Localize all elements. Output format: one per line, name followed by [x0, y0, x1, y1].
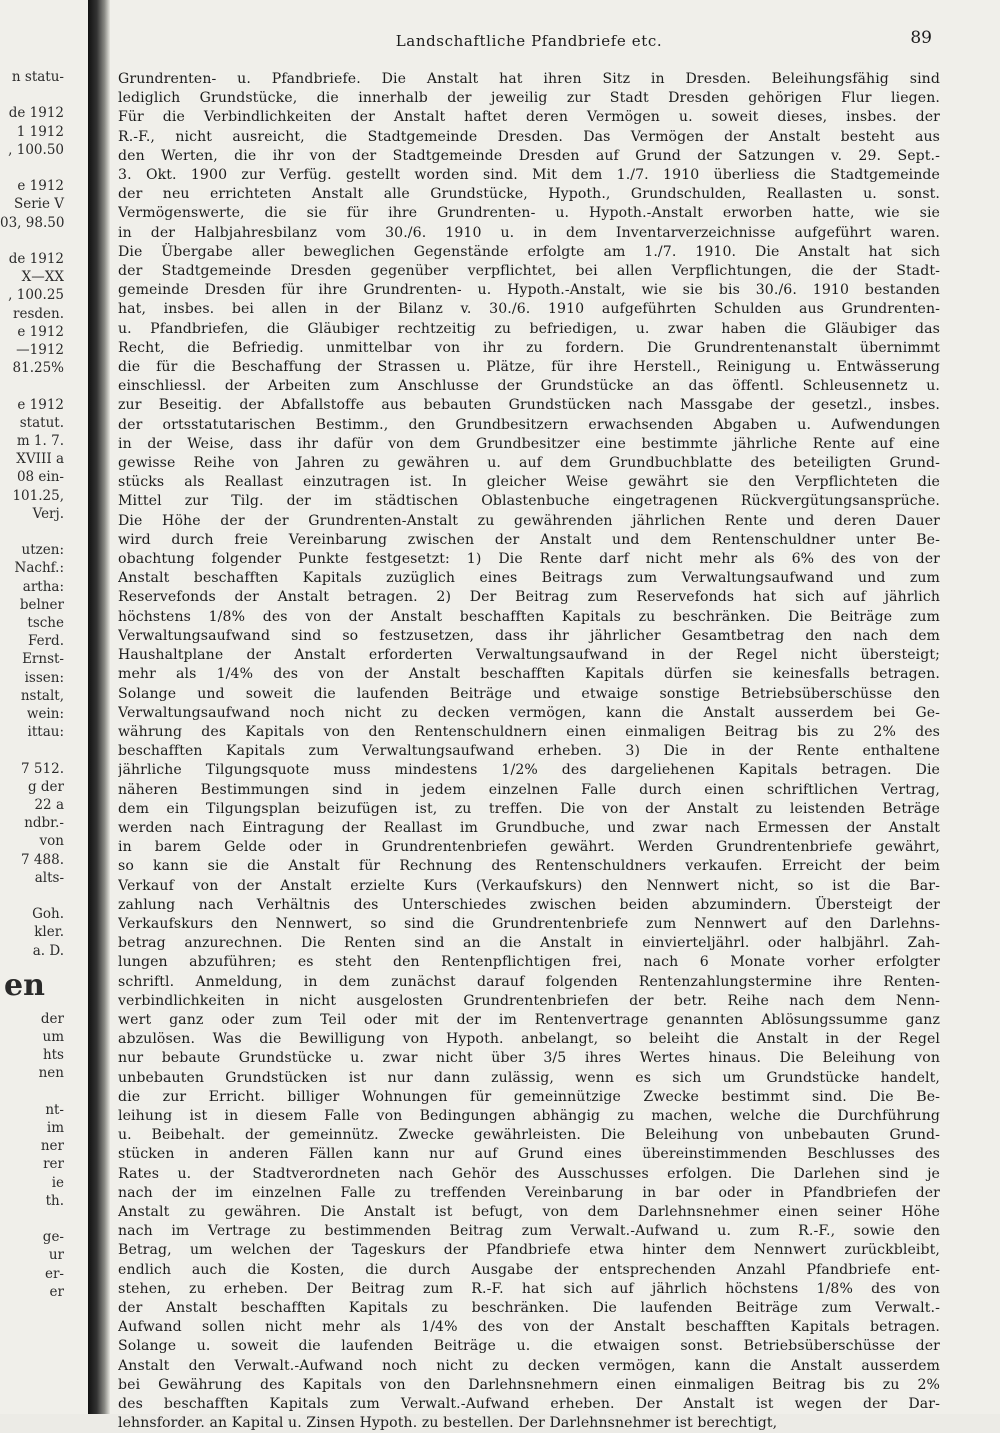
margin-fragment: a. D. [32, 942, 64, 959]
margin-fragment: nen [38, 1065, 64, 1082]
text-line: u. Beibehalt. der gemeinnütz. Zwecke gewährleisten. Die Beleihung von unbebauten Grund- [118, 1127, 940, 1144]
text-line: Für die Verbindlichkeiten der Anstalt haftet deren Vermögen u. soweit dieses, insbes. der [118, 109, 940, 126]
margin-fragment: tsche [27, 615, 64, 632]
margin-fragment: der [40, 1010, 64, 1027]
margin-fragment: de 1912 [8, 105, 64, 122]
margin-fragment: g der [27, 778, 64, 795]
text-line: nach im Vertrage zu bestimmenden Beitrag zum Verwalt.-Aufwand u. zum R.-F., sowie den [118, 1223, 940, 1240]
text-line: Solange u. soweit die laufenden Beiträge u. die etwaigen sonst. Betriebsüberschüsse der [118, 1338, 940, 1355]
margin-fragment: Ferd. [27, 633, 64, 650]
margin-fragment: wein: [26, 706, 64, 723]
margin-fragment: Verj. [32, 505, 64, 522]
margin-fragment: 22 a [34, 797, 64, 814]
text-line: zahlung nach Verhältnis des Unterschiedes zwischen beiden abzumindern. Übersteigt der [118, 896, 940, 913]
text-line: Betrag, um welchen der Tageskurs der Pfandbriefe etwa hinter dem Nennwert zurückbleibt, [118, 1242, 940, 1259]
margin-fragment: Nachf.: [14, 560, 64, 577]
text-line: wert ganz oder zum Teil oder mit der im Rentenvertrage genannten Ablösungssumme ganz [118, 1011, 940, 1028]
margin-fragment: hts [42, 1047, 64, 1064]
text-line: gewisse Reihe von Jahren zu gewähren u. auf dem Grundbuchblatte des beteiligten Grund- [118, 455, 940, 472]
margin-fragment: er [49, 1283, 64, 1300]
running-header [118, 28, 940, 54]
margin-fragment: resden. [13, 305, 64, 322]
margin-fragment: 101.25, [12, 487, 64, 504]
text-line: einschliessl. der Arbeiten zum Anschlusse der Grundstücke an das öffentl. Schleusennetz u. [118, 378, 940, 395]
text-line: Verwaltungsaufwand noch nicht zu decken vermögen, kann die Anstalt ausserdem bei Ge- [118, 704, 940, 721]
margin-fragment: X—XX [21, 269, 64, 286]
text-line: wird durch freie Vereinbarung zwischen der Anstalt und dem Rentenschuldner unter Be- [118, 531, 940, 548]
margin-spacer [0, 887, 86, 905]
text-line: höchstens 1/8% des von der Anstalt beschafften Kapitals zu beschränken. Die Beiträge zum [118, 608, 940, 625]
margin-spacer [0, 377, 86, 395]
text-line: verbindlichkeiten in nicht ausgelosten Grundrentenbriefen der betr. Reihe nach dem Nenn- [118, 992, 940, 1009]
margin-fragment: kler. [34, 924, 64, 941]
text-line: Rates u. der Stadtverordneten nach Gehör des Ausschusses erfolgen. Die Darlehen sind je [118, 1165, 940, 1182]
text-line: lehnsforder. an Kapital u. Zinsen Hypoth. zu bestellen. Der Darlehnsnehmer ist berechtigt, [118, 1415, 778, 1432]
text-line: bei Gewährung des Kapitals von den Darlehnsnehmern einen einmaligen Beitrag bis zu 2% [118, 1376, 940, 1393]
margin-spacer [0, 741, 86, 759]
text-line: hat, insbes. bei allen in der Bilanz v. 30./6. 1910 aufgeführten Schulden aus Grundrenten- [118, 301, 940, 318]
margin-fragment: um [42, 1029, 64, 1046]
text-line: der Anstalt beschafften Kapitals zu beschränken. Die laufenden Beiträge zum Verwalt.- [118, 1300, 940, 1316]
header-title: Landschaftliche Pfandbriefe etc. [395, 32, 663, 50]
margin-fragment: ge- [42, 1229, 64, 1246]
margin-fragment: von [39, 833, 64, 850]
margin-fragment: Ernst- [22, 651, 64, 668]
margin-fragment: 03, 98.50 [0, 214, 65, 231]
text-line: des beschafften Kapitals zum Verwalt.-Aufwand erheben. Der Anstalt ist wegen der Dar- [118, 1396, 940, 1413]
text-line: 3. Okt. 1900 zur Verfüg. gestellt worden sind. Mit dem 1./7. 1910 überliess die Stadtgemeinde [118, 167, 940, 184]
text-line: Verkaufskurs den Nennwert, so sind die Grundrentenbriefe zum Nennwert auf den Darlehns- [118, 915, 940, 932]
text-line: Verwaltungsaufwand sind so festzusetzen, dass ihr jährlicher Gesamtbetrag den nach dem [118, 627, 940, 644]
margin-fragment: 08 ein- [16, 469, 64, 486]
page-number: 89 [910, 28, 932, 48]
margin-spacer [0, 523, 86, 541]
text-line: betrag anzurechnen. Die Renten sind an die Anstalt in einvierteljährl. oder halbjährl. Zah- [118, 935, 940, 952]
text-line: unbebauten Grundstücken ist nur dann zulässig, wenn es sich um Grundstücke handelt, [118, 1069, 940, 1086]
margin-fragment: , 100.50 [8, 141, 64, 158]
margin-spacer [0, 159, 86, 177]
margin-fragment: artha: [22, 578, 64, 595]
text-line: leihung ist in diesem Falle von Bedingungen abhängig zu machen, welche die Durchführung [118, 1107, 940, 1124]
margin-heading-fragment: en [4, 967, 45, 1003]
text-line: Vermögenswerte, die sie für ihre Grundrenten- u. Hypoth.-Anstalt erworben hatte, wie sie [118, 205, 940, 222]
margin-spacer [0, 232, 86, 250]
text-line: abzulösen. Was die Bewilligung von Hypoth. anbelangt, so beleiht die Anstalt in der Regel [118, 1031, 940, 1048]
text-line: jährliche Tilgungsquote muss mindestens 1/2% des dargeliehenen Kapitals betragen. Die [118, 762, 940, 779]
margin-fragment: ner [40, 1138, 64, 1155]
text-line: den Werten, die ihr von der Stadtgemeinde Dresden auf Grund der Satzungen v. 29. Sept.- [118, 147, 940, 164]
text-line: näheren Bestimmungen sind in jedem einzelnen Falle durch einen schriftlichen Vertrag, [118, 781, 940, 798]
text-line: Die Höhe der der Grundrenten-Anstalt zu gewährenden jährlichen Rente und deren Dauer [118, 512, 940, 529]
text-line: Solange und soweit die laufenden Beiträge und etwaige sonstige Betriebsüberschüsse den [118, 685, 940, 702]
text-line: der neu errichteten Anstalt alle Grundstücke, Hypoth., Grundschulden, Reallasten u. sonst. [118, 186, 940, 203]
margin-fragment: im [46, 1120, 64, 1137]
margin-fragment: 7 512. [21, 760, 64, 777]
text-line: Anstalt zu gewähren. Die Anstalt ist befugt, von dem Darlehnsnehmer einen seiner Höhe [118, 1203, 940, 1220]
text-line: stehen, zu erheben. Der Beitrag zum R.-F. hat sich auf jährlich höchstens 1/8% des von [118, 1280, 940, 1297]
margin-fragment: e 1912 [17, 178, 64, 195]
adjacent-page-margin [0, 68, 86, 1398]
text-line: lungen abzuführen; es steht den Rentenpflichtigen frei, nach 6 Monate vorher erfolgter [118, 954, 940, 971]
text-line: Aufwand sollen nicht mehr als 1/4% des von der Anstalt beschafften Kapitals betragen. [118, 1319, 940, 1336]
text-line: so kann sie die Anstalt für Rechnung des Rentenschuldners verkaufen. Erreicht der beim [118, 858, 940, 875]
margin-fragment: ndbr.- [24, 815, 64, 832]
body-text [118, 70, 940, 1433]
text-line: mehr als 1/4% des von der Anstalt beschafften Kapitals dürfen sie keinesfalls betragen. [118, 666, 940, 683]
text-line: R.-F., nicht ausreicht, die Stadtgemeinde Dresden. Das Vermögen der Anstalt besteht aus [118, 128, 940, 145]
margin-fragment: Serie V [13, 196, 64, 213]
margin-fragment: statut. [19, 414, 64, 431]
text-line: stücken in anderen Fällen kann nur auf Grund eines übereinstimmenden Beschlusses des [118, 1146, 940, 1163]
text-line: Anstalt beschafften Kapitals zuzüglich eines Beitrags zum Verwaltungsaufwand und zum [118, 570, 940, 587]
text-line: Recht, die Befriedig. unmittelbar von ihr zu fordern. Die Grundrentenanstalt übernimmt [118, 339, 940, 356]
margin-fragment: nstalt, [20, 687, 64, 704]
text-line: in der Weise, dass ihr dafür von dem Grundbesitzer eine bestimmte jährliche Rente auf eine [118, 435, 940, 452]
text-line: zur Beseitig. der Abfallstoffe aus bebauten Grundstücken nach Massgabe der gesetzl., insbes. [118, 397, 940, 414]
margin-fragment: m 1. 7. [16, 433, 64, 449]
text-line: schriftl. Anmeldung, in dem zunächst darauf folgenden Rentenzahlungstermine ihre Renten- [118, 973, 940, 990]
text-line: Verkauf von der Anstalt erzielte Kurs (Verkaufskurs) den Nennwert nicht, so ist die Bar- [118, 877, 940, 894]
text-line: dem ein Tilgungsplan beizufügen ist, zu treffen. Die von der Anstalt zu leistenden Beträge [118, 800, 940, 817]
margin-fragment: ie [51, 1174, 64, 1191]
margin-fragment: nt- [45, 1101, 64, 1118]
text-line: lediglich Grundstücke, die innerhalb der jeweilig zur Stadt Dresden gehörigen Flur liegen. [118, 90, 940, 107]
text-line: die zur Erricht. billiger Wohnungen für gemeinnützige Zwecke bestimmt sind. Die Be- [118, 1088, 940, 1105]
margin-fragment: 81.25% [12, 360, 64, 377]
margin-fragment: th. [45, 1192, 64, 1209]
margin-spacer [0, 86, 86, 104]
margin-fragment: , 100.25 [8, 287, 64, 304]
margin-fragment: ur [48, 1247, 64, 1264]
text-line: endlich auch die Kosten, die durch Ausgabe der entsprechenden Anzahl Pfandbriefe ent- [118, 1261, 940, 1278]
text-line: Mittel zur Tilg. der im städtischen Oblastenbuche eingetragenen Rückvergütungsansprüche. [118, 493, 940, 510]
margin-fragment: —1912 [16, 342, 64, 358]
text-line: die für die Beschaffung der Strassen u. Plätze, für ihre Herstell., Reinigung u. Entwässerung [118, 359, 940, 376]
margin-fragment: ittau: [27, 724, 64, 741]
margin-fragment: e 1912 [17, 396, 64, 413]
margin-fragment: er- [44, 1265, 64, 1282]
text-line: der Stadtgemeinde Dresden gegenüber verpflichtet, bei allen Verpflichtungen, die der Stadt- [118, 263, 940, 280]
margin-spacer [0, 1083, 86, 1101]
text-line: der ortsstatutarischen Bestimm., den Grundbesitzern erwachsenden Abgaben u. Aufwendungen [118, 416, 940, 433]
margin-fragment: Goh. [32, 906, 64, 923]
margin-fragment: 7 488. [21, 851, 64, 868]
margin-fragment: issen: [24, 669, 64, 686]
text-line: nur bebaute Grundstücke u. zwar nicht über 3/5 ihres Wertes hinaus. Die Beleihung von [118, 1050, 940, 1067]
book-binding-gutter [88, 0, 110, 1414]
text-line: Anstalt den Verwalt.-Aufwand noch nicht zu decken vermögen, kann die Anstalt ausserdem [118, 1357, 940, 1374]
margin-fragment: de 1912 [8, 250, 64, 267]
text-line: in der Halbjahresbilanz vom 30./6. 1910 u. in dem Inventarverzeichnisse aufgeführt waren. [118, 224, 940, 241]
margin-fragment: e 1912 [17, 323, 64, 340]
text-line: stücks als Reallast einzutragen ist. In gleicher Weise gewährt sie den Verpflichteten die [118, 474, 940, 491]
text-line: Haushaltplane der Anstalt erforderten Verwaltungsaufwand in der Regel nicht übersteigt; [118, 647, 940, 664]
text-line: nach der im einzelnen Falle zu treffenden Vereinbarung in bar oder in Pfandbriefen der [118, 1184, 940, 1201]
margin-fragment: XVIII a [16, 451, 64, 468]
margin-fragment: rer [43, 1156, 64, 1173]
margin-fragment: alts- [34, 869, 64, 886]
margin-fragment: n statu- [11, 69, 64, 85]
text-line: beschafften Kapitals zum Verwaltungsaufwand erheben. 3) Die in der Rente enthaltene [118, 743, 940, 760]
margin-fragment: belner [19, 596, 64, 613]
text-line: Grundrenten- u. Pfandbriefe. Die Anstalt hat ihren Sitz in Dresden. Beleihungsfähig sind [118, 71, 940, 87]
text-line: gemeinde Dresden für ihre Grundrenten- u. Hypoth.-Anstalt, wie sie bis 30./6. 1910 bestanden [118, 282, 940, 299]
text-line: obachtung folgender Punkte festgesetzt: 1) Die Rente darf nicht mehr als 6% des von der [118, 551, 940, 568]
text-line: in barem Gelde oder in Grundrentenbriefen gewährt. Werden Grundrentenbriefe gewährt, [118, 839, 940, 856]
text-line: Reservefonds der Anstalt betragen. 2) Der Beitrag zum Reservefonds hat sich auf jährlich [118, 589, 940, 606]
margin-spacer [0, 1210, 86, 1228]
text-line: währung des Kapitals von den Rentenschuldnern einen einmaligen Beitrag bis zu 2% des [118, 723, 940, 740]
text-line: werden nach Eintragung der Reallast im Grundbuche, und zwar nach Ermessen der Anstalt [118, 819, 940, 836]
margin-fragment: 1 1912 [16, 123, 64, 140]
margin-fragment: utzen: [21, 542, 64, 559]
text-line: Die Übergabe aller beweglichen Gegenstände erfolgte am 1./7. 1910. Die Anstalt hat sich [118, 243, 940, 260]
text-line: u. Pfandbriefen, die Gläubiger rechtzeitig zu befriedigen, u. zwar haben die Gläubiger das [118, 320, 940, 337]
